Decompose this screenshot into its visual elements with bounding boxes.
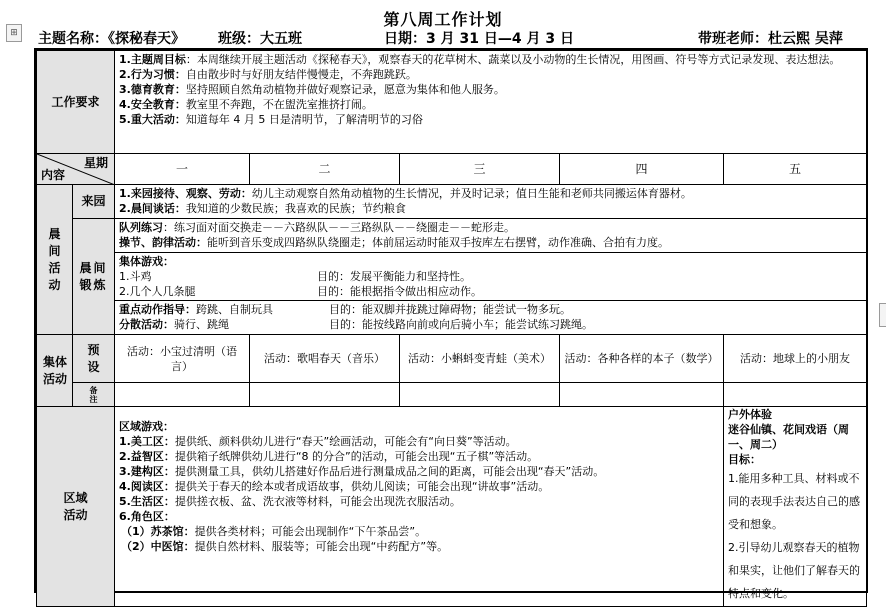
weekday-corner-cell: [37, 154, 115, 185]
plan-table: [36, 50, 867, 607]
content-label: 内容: [41, 168, 66, 182]
gymnastics-line: 操节、韵律活动：能听到音乐变成四路纵队绕圈走；体前屈运动时能双手按库左右摆臂，动作准确、合拍有力度。: [119, 236, 670, 249]
group-games-content: [115, 253, 867, 301]
plan-sheet: [34, 48, 868, 600]
group-plan-tue: 活动：歌唱春天（音乐）: [250, 335, 400, 383]
formation-line: 队列练习：练习面对面交换走－－六路纵队－－三路纵队－－绕圈走－－蛇形走。: [119, 221, 516, 234]
resize-handle-icon[interactable]: [879, 303, 886, 327]
table-move-handle-icon[interactable]: ⊞: [6, 24, 22, 42]
preset-label: 预设: [73, 335, 115, 383]
group-game-item: 1.斗鸡 目的：发展平衡能力和坚持性。: [119, 270, 472, 283]
group-plan-wed: 活动：小蝌蚪变青蛙（美术）: [400, 335, 560, 383]
note-cell-fri[interactable]: [724, 383, 867, 407]
arrival-line: 2.晨间谈话：我知道的少数民族；我喜欢的民族；节约粮食: [119, 202, 406, 215]
group-plan-mon: 活动：小宝过清明（语言）: [115, 335, 250, 383]
area-line: 1.美工区：提供纸、颜料供幼儿进行“春天”绘画活动，可能会有“向日葵”等活动。: [119, 435, 517, 448]
theme-name: 主题名称：《探秘春天》: [38, 31, 185, 47]
outdoor-subtitle: 迷谷仙镇、花间戏语（周一、周二）: [728, 423, 850, 451]
area-activity-label: 区域活动: [37, 407, 115, 607]
arrival-content: [115, 185, 867, 219]
requirement-item: 1.主题周目标：本周继续开展主题活动《探秘春天》，观察春天的花草树木、蔬菜以及小动物的生长情况，用图画、符号等方式记录发现、表达想法。: [119, 53, 841, 66]
day-header-mon: 一: [115, 154, 250, 185]
split-activity-line: 分散活动：骑行、跳绳 目的：能按线路向前或向后骑小车；能尝试练习跳绳。: [119, 318, 594, 331]
note-cell-mon[interactable]: [115, 383, 250, 407]
area-line: （1）苏茶馆：提供各类材料；可能会出现制作“下午茶品尝”。: [121, 525, 427, 538]
outdoor-title: 户外体验: [728, 408, 773, 421]
class-name: 班级：大五班: [218, 31, 302, 47]
morning-activity-label: 晨间活动: [37, 185, 73, 335]
header-info: [38, 28, 884, 46]
requirement-item: 5.重大活动：知道每年 4 月 5 日是清明节，了解清明节的习俗: [119, 113, 423, 126]
group-game-item: 2.几个人几条腿 目的：能根据指令做出相应动作。: [119, 285, 483, 298]
day-header-thu: 四: [560, 154, 724, 185]
outdoor-goal-label: 目标：: [728, 453, 762, 466]
requirement-item: 4.安全教育：教室里不奔跑，不在盥洗室推挤打闹。: [119, 98, 373, 111]
area-line: 3.建构区：提供测量工具，供幼儿搭建好作品后进行测量成品之间的距离，可能会出现“春天”活动。: [119, 465, 605, 478]
requirement-item: 3.德育教育：坚持照顾自然角动植物并做好观察记录，愿意为集体和他人服务。: [119, 83, 505, 96]
page-title: 第八周工作计划: [383, 10, 503, 29]
area-line: 6.角色区：: [119, 510, 175, 523]
area-line: 4.阅读区：提供关于春天的绘本或者成语故事，供幼儿阅读；可能会出现“讲故事”活动。: [119, 480, 550, 493]
area-line: 5.生活区：提供搓衣板、盆、洗衣液等材料，可能会出现洗衣服活动。: [119, 495, 461, 508]
area-games-content: [115, 407, 724, 607]
key-guidance-line: 重点动作指导：跨跳、自制玩具 目的：能双脚并拢跳过障碍物；能尝试一物多玩。: [119, 303, 572, 316]
week-label: 星期: [84, 156, 109, 170]
area-heading: 区域游戏：: [119, 420, 175, 433]
day-header-fri: 五: [724, 154, 867, 185]
group-plan-fri: 活动：地球上的小朋友: [724, 335, 867, 383]
arrival-label: 来园: [73, 185, 115, 219]
group-activity-label: 集体活动: [37, 335, 73, 407]
note-cell-wed[interactable]: [400, 383, 560, 407]
group-plan-thu: 活动：各种各样的本子（数学）: [560, 335, 724, 383]
day-header-wed: 三: [400, 154, 560, 185]
date-range: 日期：3 月 31 日—4 月 3 日: [384, 31, 574, 47]
group-games-title: 集体游戏：: [119, 255, 175, 268]
arrival-line: 1.来园接待、观察、劳动：幼儿主动观察自然角动植物的生长情况，并及时记录；值日生能和老师共同搬运体育器材。: [119, 187, 692, 200]
teacher-names: 带班老师：杜云熙 吴萍: [698, 31, 843, 47]
area-line: 2.益智区：提供箱子纸牌供幼儿进行“8 的分合”的活动，可能会出现“五子棋”等活动。: [119, 450, 539, 463]
outdoor-experience-content: [724, 407, 867, 607]
requirement-item: 2.行为习惯：自由散步时与好朋友结伴慢慢走，不奔跑跳跃。: [119, 68, 417, 81]
exercise-formation-content: [115, 219, 867, 253]
key-guidance-content: [115, 301, 867, 335]
note-cell-tue[interactable]: [250, 383, 400, 407]
day-header-tue: 二: [250, 154, 400, 185]
outdoor-goal: 1.能用多种工具、材料或不同的表现手法表达自己的感受和想象。: [728, 472, 861, 531]
note-cell-thu[interactable]: [560, 383, 724, 407]
area-line: （2）中医馆：提供自然材料、服装等；可能会出现“中药配方”等。: [121, 540, 449, 553]
requirements-label: 工作要求: [37, 51, 115, 154]
outdoor-goal: 2.引导幼儿观察春天的植物和果实，让他们了解春天的特点和变化。: [728, 541, 861, 600]
requirements-content: [115, 51, 867, 154]
note-label: 备注: [73, 383, 115, 407]
morning-exercise-label: 晨间锻炼: [73, 219, 115, 335]
